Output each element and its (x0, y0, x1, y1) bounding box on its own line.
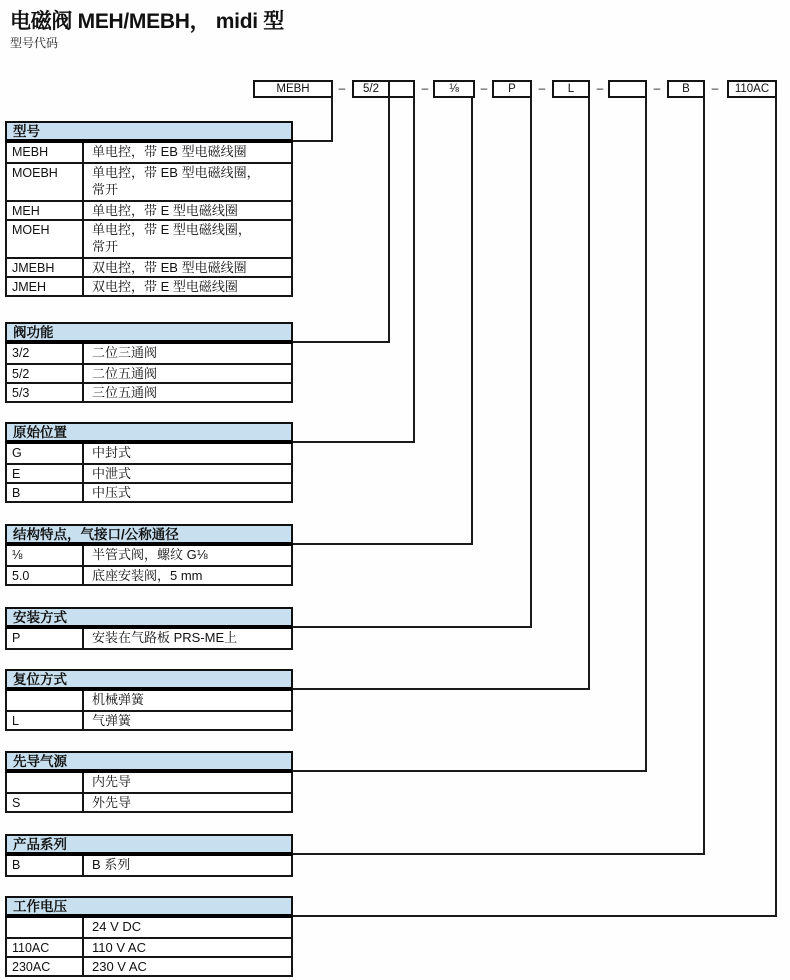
section-title: 产品系列 (13, 837, 67, 852)
desc-cell: 110 V AC (92, 940, 146, 955)
section-header (5, 524, 293, 546)
section-operating-voltage (5, 896, 293, 977)
desc-cell: 内先导 (92, 774, 132, 789)
table-row (7, 918, 291, 937)
table-row (7, 792, 291, 811)
code-cell: JMEBH (7, 259, 84, 276)
code-cell: MEBH (7, 143, 84, 162)
page-subtitle: 型号代码 (10, 36, 59, 50)
section-table (5, 691, 293, 731)
table-row (7, 382, 291, 401)
section-model (5, 121, 293, 297)
code-cell: E (7, 465, 84, 482)
table-row (7, 344, 291, 363)
code-box-label: P (508, 82, 516, 95)
desc-cell: 外先导 (92, 795, 132, 810)
table-row (7, 162, 291, 200)
code-box-model (253, 80, 333, 98)
section-header (5, 322, 293, 344)
connector-line (291, 915, 777, 917)
section-table (5, 546, 293, 586)
desc-cell: 单电控，带 EB 型电磁线圈， 常开 (92, 165, 260, 197)
code-box-series (667, 80, 705, 98)
section-pilot-air-supply (5, 751, 293, 813)
table-row (7, 200, 291, 219)
code-box-voltage (727, 80, 777, 98)
code-cell: 3/2 (7, 344, 84, 363)
table-row (7, 937, 291, 956)
code-cell: MEH (7, 202, 84, 219)
section-title: 复位方式 (13, 672, 67, 687)
table-row (7, 856, 291, 875)
section-mounting-type (5, 607, 293, 650)
section-table (5, 918, 293, 977)
desc-cell: 底座安装阀，5 mm (92, 568, 203, 583)
section-header (5, 751, 293, 773)
connector-line (530, 97, 532, 628)
section-title: 型号 (13, 124, 40, 139)
section-valve-function (5, 322, 293, 403)
code-cell: S (7, 794, 84, 811)
connector-line (291, 543, 473, 545)
connector-line (413, 97, 415, 443)
dash-separator: – (596, 81, 604, 95)
code-box-label: L (567, 82, 575, 95)
code-box-label: 110AC (734, 82, 770, 95)
code-cell: 5/2 (7, 365, 84, 382)
table-row (7, 219, 291, 257)
desc-cell: 230 V AC (92, 959, 147, 974)
section-table (5, 773, 293, 813)
table-row (7, 546, 291, 565)
code-cell: 5/3 (7, 384, 84, 401)
section-header (5, 422, 293, 444)
table-row (7, 710, 291, 729)
table-row (7, 463, 291, 482)
table-row (7, 257, 291, 276)
code-box-pilot (608, 80, 647, 98)
section-table (5, 629, 293, 650)
connector-line (291, 626, 532, 628)
table-row (7, 482, 291, 501)
dash-separator: – (338, 81, 346, 95)
code-box-function-position (352, 80, 415, 98)
section-title: 阀功能 (13, 325, 54, 340)
code-cell: MOEBH (7, 164, 84, 200)
dash-separator: – (421, 81, 429, 95)
section-header (5, 669, 293, 691)
dash-separator: – (480, 81, 488, 95)
connector-line (645, 97, 647, 772)
code-cell: B (7, 484, 84, 501)
code-cell (7, 773, 84, 792)
section-table (5, 856, 293, 877)
desc-cell: 单电控，带 EB 型电磁线圈 (92, 144, 247, 159)
section-product-series (5, 834, 293, 877)
desc-cell: 双电控，带 EB 型电磁线圈 (92, 260, 247, 275)
desc-cell: 二位三通阀 (92, 345, 158, 360)
table-row (7, 565, 291, 584)
desc-cell: 单电控，带 E 型电磁线圈， 常开 (92, 222, 251, 254)
code-cell: P (7, 629, 84, 648)
code-cell: 5.0 (7, 567, 84, 584)
code-box-label: 5/2 (354, 82, 390, 96)
code-cell: G (7, 444, 84, 463)
table-row (7, 444, 291, 463)
code-box-label: ⅛ (449, 82, 459, 95)
code-cell: L (7, 712, 84, 729)
section-initial-position (5, 422, 293, 503)
code-box-label: B (682, 82, 690, 95)
connector-line (775, 97, 777, 917)
connector-line (291, 770, 647, 772)
section-table (5, 444, 293, 503)
desc-cell: 中压式 (92, 485, 132, 500)
desc-cell: 单电控，带 E 型电磁线圈 (92, 203, 238, 218)
page-title: 电磁阀 MEH/MEBH， midi 型 (10, 10, 285, 33)
dash-separator: – (653, 81, 661, 95)
section-title: 安装方式 (13, 610, 67, 625)
section-header (5, 834, 293, 856)
table-row (7, 773, 291, 792)
table-row (7, 691, 291, 710)
section-reset-method (5, 669, 293, 731)
connector-line (291, 688, 590, 690)
code-cell: B (7, 856, 84, 875)
dash-separator: – (711, 81, 719, 95)
desc-cell: 气弹簧 (92, 713, 132, 728)
section-title: 工作电压 (13, 899, 67, 914)
section-title: 结构特点，气接口/公称通径 (13, 527, 179, 542)
desc-cell: 三位五通阀 (92, 385, 158, 400)
table-row (7, 363, 291, 382)
desc-cell: B 系列 (92, 857, 131, 872)
connector-line (588, 97, 590, 690)
section-header (5, 121, 293, 143)
code-box-label: MEBH (276, 82, 310, 95)
desc-cell: 半管式阀，螺纹 G⅛ (92, 547, 208, 562)
connector-line (291, 853, 705, 855)
code-box-mounting (492, 80, 532, 98)
code-cell: ⅛ (7, 546, 84, 565)
section-design-port-size (5, 524, 293, 586)
code-cell: JMEH (7, 278, 84, 295)
code-box-port-size (433, 80, 475, 98)
connector-line (471, 97, 473, 545)
section-title: 先导气源 (13, 754, 67, 769)
code-cell: MOEH (7, 221, 84, 257)
desc-cell: 双电控，带 E 型电磁线圈 (92, 279, 238, 294)
section-title: 原始位置 (13, 425, 67, 440)
code-cell (7, 918, 84, 937)
table-row (7, 956, 291, 975)
desc-cell: 中泄式 (92, 466, 132, 481)
section-header (5, 896, 293, 918)
connector-line (291, 341, 390, 343)
code-cell (7, 691, 84, 710)
dash-separator: – (538, 81, 546, 95)
connector-line (703, 97, 705, 855)
desc-cell: 安装在气路板 PRS-ME上 (92, 630, 238, 645)
section-table (5, 344, 293, 403)
desc-cell: 24 V DC (92, 919, 142, 934)
connector-line (291, 441, 415, 443)
desc-cell: 中封式 (92, 445, 132, 460)
table-row (7, 276, 291, 295)
desc-cell: 二位五通阀 (92, 366, 158, 381)
table-row (7, 143, 291, 162)
connector-line (291, 140, 333, 142)
section-header (5, 607, 293, 629)
connector-line (331, 97, 333, 142)
code-box-extra-cell (390, 82, 413, 96)
table-row (7, 629, 291, 648)
code-cell: 230AC (7, 958, 84, 975)
code-box-reset (552, 80, 590, 98)
code-cell: 110AC (7, 939, 84, 956)
connector-line (388, 97, 390, 343)
desc-cell: 机械弹簧 (92, 692, 145, 707)
section-table (5, 143, 293, 297)
